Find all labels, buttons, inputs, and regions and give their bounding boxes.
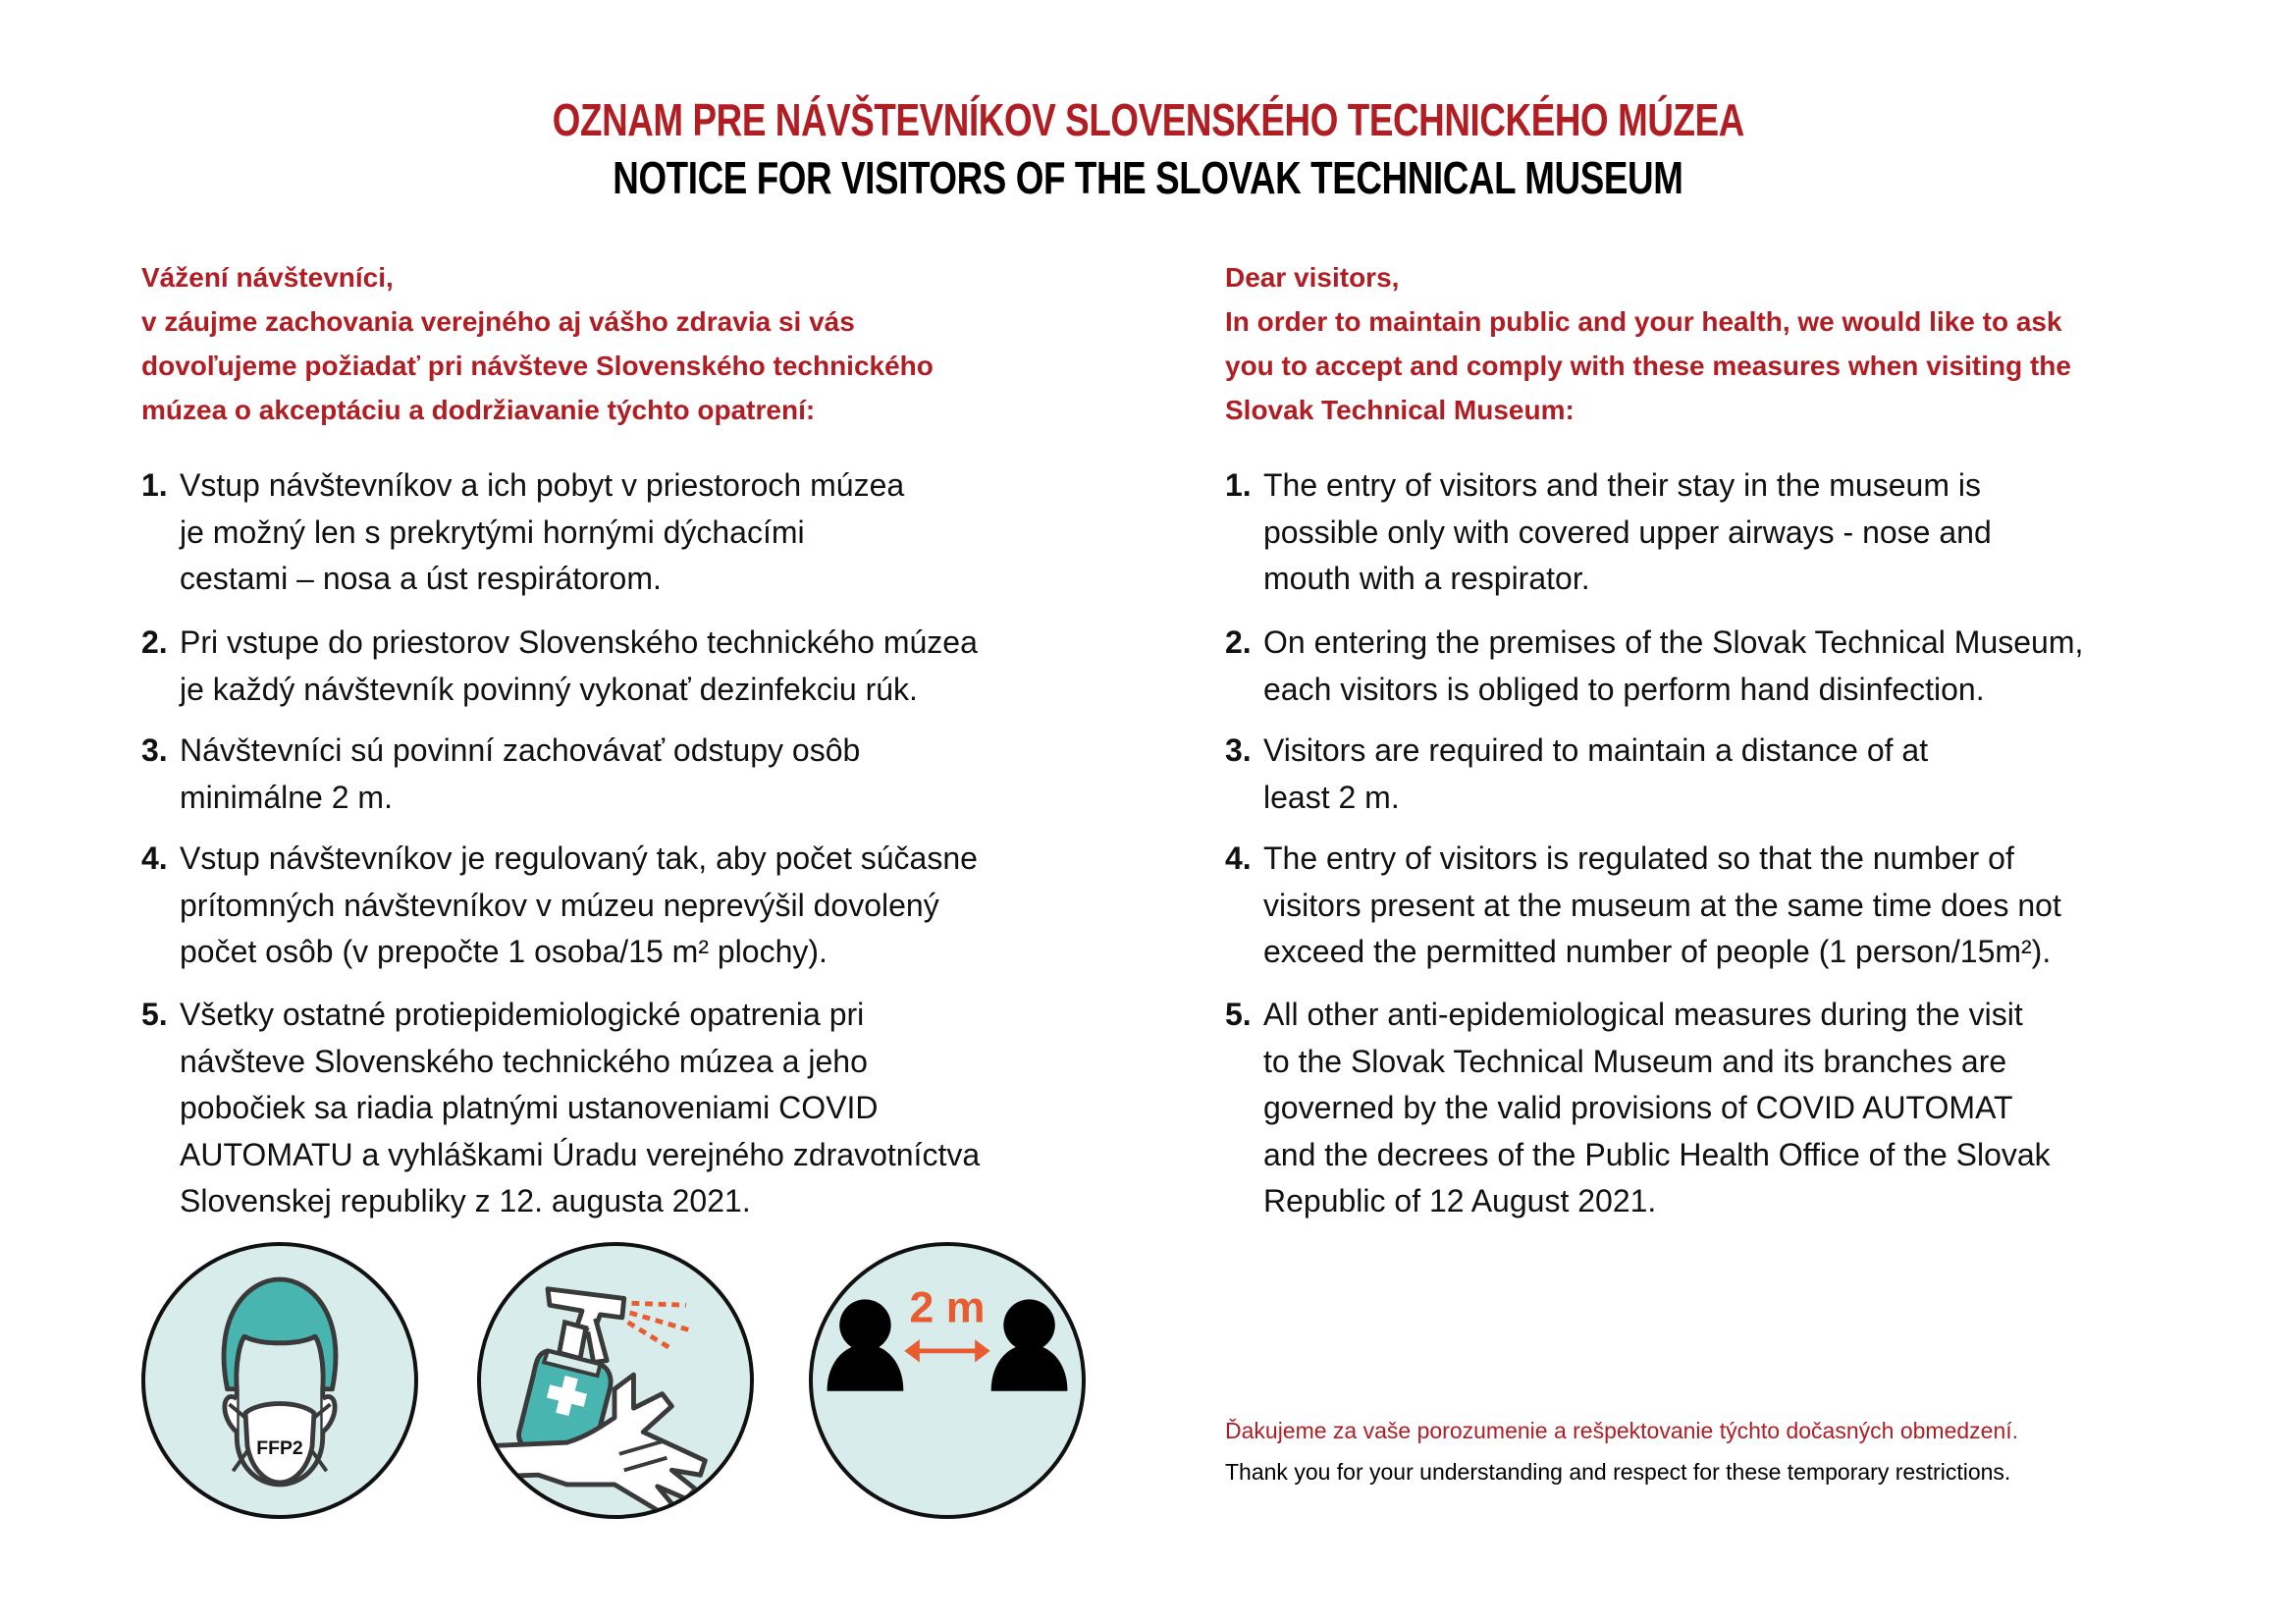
- item-line: Visitors are required to maintain a distance of at: [1263, 732, 1929, 768]
- item-text: [1263, 620, 2083, 713]
- item-number: 2.: [1225, 624, 1252, 660]
- item-line: pobočiek sa riadia platnými ustanoveniami COVID: [180, 1090, 879, 1125]
- item-line: exceed the permitted number of people (1 person/15m²).: [1263, 934, 2052, 969]
- right-intro: [1225, 255, 2071, 432]
- item-line: each visitors is obliged to perform hand disinfection.: [1263, 671, 1985, 707]
- item-line: AUTOMATU a vyhláškami Úradu verejného zdravotníctva: [180, 1136, 981, 1172]
- intro-line: múzea o akceptáciu a dodržiavanie týchto opatrení:: [141, 395, 816, 425]
- item-line: je každý návštevník povinný vykonať dezinfekciu rúk.: [180, 671, 918, 707]
- item-number: 4.: [1225, 840, 1252, 876]
- hand-sanitizer-icon: [477, 1242, 754, 1519]
- face-mask-icon: [141, 1242, 418, 1519]
- page-title-english: NOTICE FOR VISITORS OF THE SLOVAK TECHNICAL MUSEUM: [613, 152, 1683, 203]
- item-line: Vstup návštevníkov je regulovaný tak, aby počet súčasne: [180, 840, 978, 876]
- item-line: visitors present at the museum at the same time does not: [1263, 887, 2061, 923]
- item-line: The entry of visitors and their stay in the museum is: [1263, 467, 1981, 503]
- item-line: návšteve Slovenského technického múzea a jeho: [180, 1043, 868, 1079]
- item-number: 5.: [141, 997, 168, 1032]
- item-text: [1263, 462, 1992, 603]
- intro-line: Dear visitors,: [1225, 262, 1400, 293]
- item-line: On entering the premises of the Slovak Technical Museum,: [1263, 624, 2084, 660]
- item-line: Republic of 12 August 2021.: [1263, 1183, 1657, 1218]
- item-text: [1263, 836, 2061, 976]
- item-line: Slovenskej republiky z 12. augusta 2021.: [180, 1183, 751, 1218]
- item-line: Všetky ostatné protiepidemiologické opatrenia pri: [180, 997, 865, 1032]
- intro-line: Vážení návštevníci,: [141, 262, 394, 293]
- distance-label: 2 m: [909, 1283, 986, 1332]
- distance-illustration: [813, 1246, 1082, 1515]
- item-line: All other anti-epidemiological measures during the visit: [1263, 997, 2023, 1032]
- title-sk-row: [0, 94, 2296, 145]
- intro-line: v záujme zachovania verejného aj vášho zdravia si vás: [141, 306, 855, 337]
- item-line: Návštevníci sú povinní zachovávať odstupy osôb: [180, 732, 861, 768]
- item-number: 1.: [141, 467, 168, 503]
- item-text: [180, 620, 978, 713]
- item-line: governed by the valid provisions of COVID AUTOMAT: [1263, 1090, 2013, 1125]
- item-text: [180, 462, 904, 603]
- intro-line: In order to maintain public and your health, we would like to ask: [1225, 306, 2062, 337]
- item-text: [180, 836, 978, 976]
- item-number: 3.: [141, 732, 168, 768]
- footer-thanks-english: Thank you for your understanding and respect for these temporary restrictions.: [1225, 1459, 2011, 1485]
- title-en-row: [0, 152, 2296, 203]
- item-line: to the Slovak Technical Museum and its branches are: [1263, 1043, 2007, 1079]
- item-line: minimálne 2 m.: [180, 779, 393, 815]
- item-number: 4.: [141, 840, 168, 876]
- item-text: [180, 728, 860, 821]
- intro-line: dovoľujeme požiadať pri návšteve Slovenského technického: [141, 351, 934, 381]
- item-line: počet osôb (v prepočte 1 osoba/15 m² plochy).: [180, 934, 828, 969]
- mask-illustration: [145, 1246, 414, 1515]
- mask-label: FFP2: [256, 1436, 303, 1459]
- item-line: possible only with covered upper airways - nose and: [1263, 514, 1992, 550]
- item-line: cestami – nosa a úst respirátorom.: [180, 561, 662, 596]
- item-number: 3.: [1225, 732, 1252, 768]
- item-line: The entry of visitors is regulated so that the number of: [1263, 840, 2014, 876]
- item-line: and the decrees of the Public Health Office of the Slovak: [1263, 1136, 2051, 1172]
- item-line: je možný len s prekrytými hornými dýchacími: [180, 514, 805, 550]
- item-line: Vstup návštevníkov a ich pobyt v priestoroch múzea: [180, 467, 905, 503]
- sanitizer-illustration: [481, 1246, 750, 1515]
- item-text: [180, 992, 980, 1225]
- item-number: 1.: [1225, 467, 1252, 503]
- item-number: 5.: [1225, 997, 1252, 1032]
- item-number: 2.: [141, 624, 168, 660]
- item-line: prítomných návštevníkov v múzeu neprevýšil dovolený: [180, 887, 939, 923]
- item-line: Pri vstupe do priestorov Slovenského technického múzea: [180, 624, 978, 660]
- social-distance-icon: [809, 1242, 1086, 1519]
- item-text: [1263, 992, 2051, 1225]
- item-line: least 2 m.: [1263, 779, 1400, 815]
- item-text: [1263, 728, 1928, 821]
- footer: [1225, 1410, 2018, 1492]
- intro-line: you to accept and comply with these measures when visiting the: [1225, 351, 2071, 381]
- left-intro: [141, 255, 934, 432]
- page-title-slovak: OZNAM PRE NÁVŠTEVNÍKOV SLOVENSKÉHO TECHNICKÉHO MÚZEA: [552, 94, 1744, 145]
- intro-line: Slovak Technical Museum:: [1225, 395, 1575, 425]
- item-line: mouth with a respirator.: [1263, 561, 1590, 596]
- footer-thanks-slovak: Ďakujeme za vaše porozumenie a rešpektovanie týchto dočasných obmedzení.: [1225, 1418, 2019, 1443]
